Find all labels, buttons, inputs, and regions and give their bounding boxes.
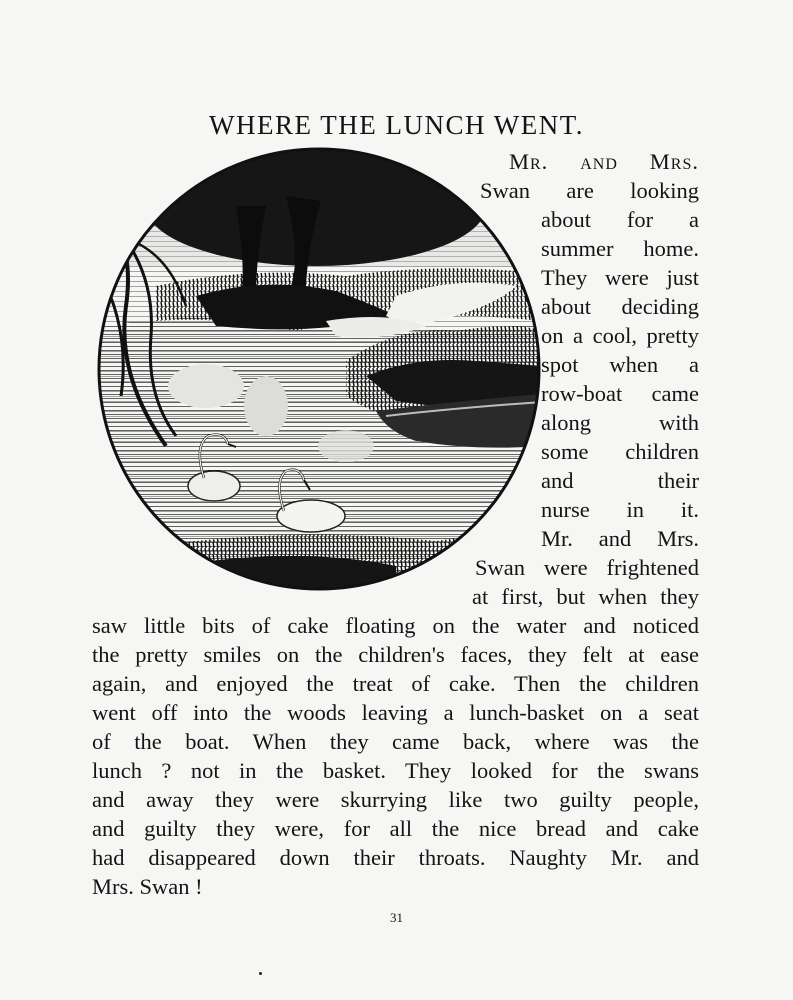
page-number: 31	[390, 910, 403, 925]
swan-pond-engraving	[96, 146, 542, 592]
story-line: summer home.	[541, 236, 699, 261]
ink-speck	[259, 972, 262, 975]
story-line: They were just	[541, 265, 699, 290]
story-line: the pretty smiles on the children's faces, they felt at ease	[92, 642, 699, 667]
story-line: saw little bits of cake floating on the water and noticed	[92, 613, 699, 638]
story-line: went off into the woods leaving a lunch-basket on a seat	[92, 700, 699, 725]
story-line: row-boat came	[541, 381, 699, 406]
story-line: and their	[541, 468, 699, 493]
story-line: Swan were frightened	[475, 555, 699, 580]
story-line: nurse in it.	[541, 497, 699, 522]
story-line: and guilty they were, for all the nice bread and cake	[92, 816, 699, 841]
story-line: and away they were skurrying like two guilty people,	[92, 787, 699, 812]
story-line: along with	[541, 410, 699, 435]
story-line: again, and enjoyed the treat of cake. Then the children	[92, 671, 699, 696]
story-line: about deciding	[541, 294, 699, 319]
story-line: Mrs. Swan !	[92, 874, 203, 899]
story-line: Swan are looking	[480, 178, 699, 203]
story-line: spot when a	[541, 352, 699, 377]
story-line: Mr. and Mrs.	[509, 149, 699, 174]
story-line: on a cool, pretty	[541, 323, 699, 348]
story-line: lunch ? not in the basket. They looked for the swans	[92, 758, 699, 783]
story-line: Mr. and Mrs.	[541, 526, 699, 551]
story-line: some children	[541, 439, 699, 464]
story-line: had disappeared down their throats. Naughty Mr. and	[92, 845, 699, 870]
story-title: WHERE THE LUNCH WENT.	[209, 110, 584, 141]
story-line: about for a	[541, 207, 699, 232]
story-line: at first, but when they	[472, 584, 699, 609]
story-line: of the boat. When they came back, where was the	[92, 729, 699, 754]
